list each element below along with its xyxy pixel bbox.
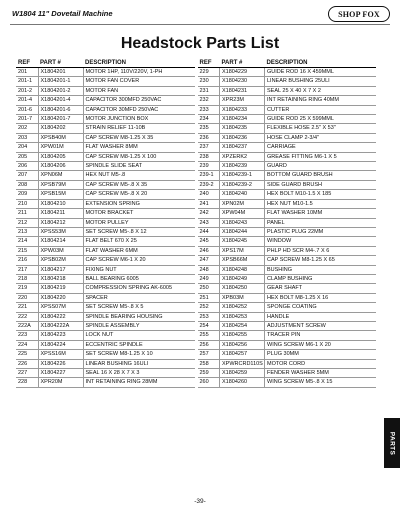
description-cell: HEX NUT M5-.8	[83, 171, 195, 180]
description-cell: CAPACITOR 300MFD 250VAC	[83, 96, 195, 105]
table-row	[198, 378, 377, 387]
left-table-body	[16, 68, 195, 388]
part-number-cell: X1804233	[220, 105, 265, 114]
description-cell: STRAIN RELIEF 11-10B	[83, 124, 195, 133]
page-number: -39-	[194, 498, 206, 505]
ref-cell: 201-2	[16, 86, 38, 95]
description-cell: FLAT WASHER 8MM	[83, 143, 195, 152]
description-cell: ADJUSTMENT SCREW	[265, 321, 377, 330]
part-number-cell: X1804201-4	[38, 96, 83, 105]
part-number-cell: X1804219	[38, 284, 83, 293]
parts-section-tab	[384, 418, 400, 468]
parts-tables	[16, 58, 376, 388]
page-title: Headstock Parts List	[120, 35, 280, 52]
table-row	[198, 369, 377, 378]
ref-cell: 236	[198, 133, 220, 142]
table-row	[16, 256, 195, 265]
ref-cell: 223	[16, 331, 38, 340]
header-divider	[10, 24, 390, 25]
table-row	[16, 340, 195, 349]
part-number-cell: X1804205	[38, 152, 83, 161]
part-number-cell: XPWRCRD110S	[220, 359, 265, 368]
description-cell: SPONGE COATING	[265, 303, 377, 312]
part-number-cell: X1804217	[38, 265, 83, 274]
description-cell: CAP SCREW M8-1.25 X 65	[265, 256, 377, 265]
table-row	[16, 359, 195, 368]
part-number-cell: X1804218	[38, 274, 83, 283]
table-row	[16, 68, 195, 77]
description-cell: GUARD	[265, 162, 377, 171]
part-number-cell: XPW01M	[38, 143, 83, 152]
ref-header: REF	[16, 58, 38, 68]
description-cell: GEAR SHAFT	[265, 284, 377, 293]
description-cell: BUSHING	[265, 265, 377, 274]
part-number-cell: X1804245	[220, 237, 265, 246]
part-number-cell: X1804223	[38, 331, 83, 340]
description-cell: CAP SCREW M5-.8 X 20	[83, 190, 195, 199]
description-cell: EXTENSION SPRING	[83, 199, 195, 208]
description-cell: PLUG 30MM	[265, 350, 377, 359]
ref-cell: 231	[198, 86, 220, 95]
ref-cell: 235	[198, 124, 220, 133]
ref-cell: 222A	[16, 321, 38, 330]
shop-fox-logo	[328, 6, 390, 22]
description-cell: SET SCREW M5-.8 X 5	[83, 303, 195, 312]
description-cell: FLAT WASHER 6MM	[83, 246, 195, 255]
table-row	[198, 68, 377, 77]
part-number-cell: XPN02M	[220, 199, 265, 208]
table-row	[198, 274, 377, 283]
part-number-cell: XPB03M	[220, 293, 265, 302]
part-number-cell: X1804239	[220, 162, 265, 171]
table-row	[198, 199, 377, 208]
table-row	[198, 209, 377, 218]
part-number-cell: X1804256	[220, 340, 265, 349]
ref-cell: 215	[16, 246, 38, 255]
table-row	[198, 256, 377, 265]
table-row	[16, 152, 195, 161]
ref-cell: 232	[198, 96, 220, 105]
table-row	[198, 180, 377, 189]
table-header-row	[198, 58, 377, 68]
part-number-cell: XPSB66M	[220, 256, 265, 265]
part-number-cell: X1804236	[220, 133, 265, 142]
ref-cell: 210	[16, 199, 38, 208]
table-row	[198, 133, 377, 142]
ref-cell: 237	[198, 143, 220, 152]
page-header	[10, 6, 390, 24]
description-cell: CLAMP BUSHING	[265, 274, 377, 283]
description-cell: HOSE CLAMP 2-3/4"	[265, 133, 377, 142]
ref-cell: 221	[16, 303, 38, 312]
table-row	[198, 190, 377, 199]
part-number-cell: X1804212	[38, 218, 83, 227]
description-cell: GUIDE ROD 16 X 459MML	[265, 68, 377, 77]
part-number-cell: X1804239-2	[220, 180, 265, 189]
ref-cell: 211	[16, 209, 38, 218]
description-cell: SEAL 25 X 40 X 7 X 2	[265, 86, 377, 95]
part-number-cell: XPN06M	[38, 171, 83, 180]
description-header: DESCRIPTION	[265, 58, 377, 68]
description-cell: SEAL 16 X 28 X 7 X 3	[83, 369, 195, 378]
description-cell: SPINDLE BEARING HOUSING	[83, 312, 195, 321]
table-row	[198, 303, 377, 312]
ref-cell: 239-1	[198, 171, 220, 180]
table-row	[16, 133, 195, 142]
part-number-cell: XPZERK2	[220, 152, 265, 161]
description-cell: PLASTIC PLUG 22MM	[265, 227, 377, 236]
ref-cell: 251	[198, 293, 220, 302]
description-cell: MOTOR CORD	[265, 359, 377, 368]
ref-header: REF	[198, 58, 220, 68]
ref-cell: 203	[16, 133, 38, 142]
part-number-cell: XPSS53M	[38, 227, 83, 236]
ref-cell: 252	[198, 303, 220, 312]
part-number-cell: X1804234	[220, 115, 265, 124]
description-cell: INT RETAINING RING 40MM	[265, 96, 377, 105]
part-number-cell: X1804252	[220, 303, 265, 312]
description-cell: FLEXIBLE HOSE 2.5" X 53"	[265, 124, 377, 133]
ref-cell: 247	[198, 256, 220, 265]
part-number-cell: X1804222	[38, 312, 83, 321]
ref-cell: 216	[16, 256, 38, 265]
ref-cell: 239	[198, 162, 220, 171]
description-cell: SET SCREW M8-1.25 X 10	[83, 350, 195, 359]
description-cell: SPINDLE SLIDE SEAT	[83, 162, 195, 171]
table-header-row	[16, 58, 195, 68]
part-number-cell: X1804255	[220, 331, 265, 340]
ref-cell: 239-2	[198, 180, 220, 189]
description-header: DESCRIPTION	[83, 58, 195, 68]
table-row	[16, 115, 195, 124]
ref-cell: 230	[198, 77, 220, 86]
part-number-cell: X1804226	[38, 359, 83, 368]
description-cell: WING SCREW M6-1 X 20	[265, 340, 377, 349]
part-number-cell: X1804253	[220, 312, 265, 321]
table-row	[16, 331, 195, 340]
ref-cell: 201-1	[16, 77, 38, 86]
ref-cell: 220	[16, 293, 38, 302]
table-row	[198, 77, 377, 86]
description-cell: LOCK NUT	[83, 331, 195, 340]
table-row	[198, 293, 377, 302]
part-number-cell: XPSB15M	[38, 190, 83, 199]
description-cell: HEX NUT M10-1.5	[265, 199, 377, 208]
table-row	[16, 190, 195, 199]
ref-cell: 241	[198, 199, 220, 208]
ref-cell: 233	[198, 105, 220, 114]
table-row	[16, 96, 195, 105]
table-row	[16, 77, 195, 86]
description-cell: SIDE GUARD BRUSH	[265, 180, 377, 189]
table-row	[16, 218, 195, 227]
description-cell: LINEAR BUSHING 16ULI	[83, 359, 195, 368]
description-cell: FLAT WASHER 10MM	[265, 209, 377, 218]
ref-cell: 207	[16, 171, 38, 180]
table-row	[16, 124, 195, 133]
parts-table-left	[16, 58, 195, 388]
ref-cell: 219	[16, 284, 38, 293]
table-row	[198, 331, 377, 340]
description-cell: PANEL	[265, 218, 377, 227]
part-number-cell: X1804227	[38, 369, 83, 378]
table-row	[198, 105, 377, 114]
ref-cell: 257	[198, 350, 220, 359]
description-cell: HEX BOLT M10-1.5 X 185	[265, 190, 377, 199]
ref-cell: 206	[16, 162, 38, 171]
part-number-cell: X1804202	[38, 124, 83, 133]
table-row	[198, 246, 377, 255]
description-cell: TRACER PIN	[265, 331, 377, 340]
table-row	[198, 171, 377, 180]
description-cell: MOTOR FAN	[83, 86, 195, 95]
part-number-cell: X1804235	[220, 124, 265, 133]
ref-cell: 225	[16, 350, 38, 359]
ref-cell: 249	[198, 274, 220, 283]
right-table-body	[198, 68, 377, 388]
ref-cell: 240	[198, 190, 220, 199]
part-number-cell: XPR20M	[38, 378, 83, 387]
part-number-cell: X1804206	[38, 162, 83, 171]
description-cell: CAP SCREW M8-1.25 X 100	[83, 152, 195, 161]
table-row	[16, 369, 195, 378]
description-cell: MOTOR FAN COVER	[83, 77, 195, 86]
ref-cell: 238	[198, 152, 220, 161]
description-cell: BOTTOM GUARD BRUSH	[265, 171, 377, 180]
table-row	[198, 162, 377, 171]
model-title: W1804 11" Dovetail Machine	[12, 9, 113, 18]
description-cell: MOTOR JUNCTION BOX	[83, 115, 195, 124]
table-row	[16, 265, 195, 274]
description-cell: MOTOR PULLEY	[83, 218, 195, 227]
table-row	[198, 227, 377, 236]
table-row	[16, 350, 195, 359]
description-cell: FIXING NUT	[83, 265, 195, 274]
table-row	[198, 124, 377, 133]
ref-cell: 202	[16, 124, 38, 133]
part-number-cell: X1804239-1	[220, 171, 265, 180]
table-row	[16, 86, 195, 95]
ref-cell: 222	[16, 312, 38, 321]
ref-cell: 260	[198, 378, 220, 387]
ref-cell: 259	[198, 369, 220, 378]
description-cell: WING SCREW M5-.8 X 15	[265, 378, 377, 387]
description-cell: FENDER WASHER 5MM	[265, 369, 377, 378]
description-cell: CARRIAGE	[265, 143, 377, 152]
part-number-cell: X1804214	[38, 237, 83, 246]
table-row	[16, 180, 195, 189]
table-row	[16, 199, 195, 208]
part-number-cell: XPSB02M	[38, 256, 83, 265]
ref-cell: 228	[16, 378, 38, 387]
table-row	[16, 246, 195, 255]
description-cell: SET SCREW M5-.8 X 12	[83, 227, 195, 236]
table-row	[198, 321, 377, 330]
part-number-header: PART #	[38, 58, 83, 68]
ref-cell: 214	[16, 237, 38, 246]
table-row	[198, 350, 377, 359]
ref-cell: 256	[198, 340, 220, 349]
table-row	[198, 152, 377, 161]
part-number-cell: X1804201	[38, 68, 83, 77]
description-cell: CUTTER	[265, 105, 377, 114]
table-row	[16, 171, 195, 180]
ref-cell: 205	[16, 152, 38, 161]
ref-cell: 254	[198, 321, 220, 330]
description-cell: CAP SCREW M5-.8 X 35	[83, 180, 195, 189]
table-row	[198, 218, 377, 227]
description-cell: HEX BOLT M8-1.25 X 16	[265, 293, 377, 302]
description-cell: COMPRESSION SPRING AK-6005	[83, 284, 195, 293]
description-cell: CAPACITOR 30MFD 250VAC	[83, 105, 195, 114]
table-row	[16, 143, 195, 152]
ref-cell: 243	[198, 218, 220, 227]
ref-cell: 212	[16, 218, 38, 227]
description-cell: LINEAR BUSHING 25ULI	[265, 77, 377, 86]
table-row	[16, 209, 195, 218]
part-number-cell: X1804220	[38, 293, 83, 302]
part-number-cell: XPS17M	[220, 246, 265, 255]
part-number-cell: X1804260	[220, 378, 265, 387]
ref-cell: 244	[198, 227, 220, 236]
description-cell: GREASE FITTING M6-1 X 5	[265, 152, 377, 161]
table-row	[16, 303, 195, 312]
description-cell: FLAT BELT 670 X 25	[83, 237, 195, 246]
part-number-cell: X1804254	[220, 321, 265, 330]
table-row	[16, 293, 195, 302]
part-number-cell: X1804201-7	[38, 115, 83, 124]
part-number-cell: X1804249	[220, 274, 265, 283]
part-number-cell: X1804240	[220, 190, 265, 199]
part-number-cell: XPSB79M	[38, 180, 83, 189]
description-cell: SPINDLE ASSEMBLY	[83, 321, 195, 330]
part-number-cell: X1804231	[220, 86, 265, 95]
side-tab-label: PARTS	[388, 431, 396, 455]
part-number-cell: XPSB40M	[38, 133, 83, 142]
description-cell: CAP SCREW M6-1 X 20	[83, 256, 195, 265]
part-number-cell: X1804201-2	[38, 86, 83, 95]
description-cell: WINDOW	[265, 237, 377, 246]
table-row	[198, 284, 377, 293]
description-cell: MOTOR BRACKET	[83, 209, 195, 218]
ref-cell: 201-6	[16, 105, 38, 114]
part-number-cell: X1804229	[220, 68, 265, 77]
part-number-cell: X1804201-1	[38, 77, 83, 86]
part-number-cell: X1804250	[220, 284, 265, 293]
part-number-cell: X1804222A	[38, 321, 83, 330]
description-cell: SPACER	[83, 293, 195, 302]
description-cell: MOTOR 1HP, 110V/220V, 1-PH	[83, 68, 195, 77]
ref-cell: 201-4	[16, 96, 38, 105]
ref-cell: 229	[198, 68, 220, 77]
table-row	[16, 274, 195, 283]
part-number-cell: X1804248	[220, 265, 265, 274]
part-number-header: PART #	[220, 58, 265, 68]
ref-cell: 201	[16, 68, 38, 77]
ref-cell: 227	[16, 369, 38, 378]
description-cell: HANDLE	[265, 312, 377, 321]
part-number-cell: XPW03M	[38, 246, 83, 255]
description-cell: BALL BEARING 6005	[83, 274, 195, 283]
table-row	[16, 162, 195, 171]
ref-cell: 234	[198, 115, 220, 124]
ref-cell: 218	[16, 274, 38, 283]
ref-cell: 258	[198, 359, 220, 368]
ref-cell: 224	[16, 340, 38, 349]
ref-cell: 226	[16, 359, 38, 368]
ref-cell: 242	[198, 209, 220, 218]
parts-table-right	[198, 58, 377, 388]
part-number-cell: X1804259	[220, 369, 265, 378]
table-row	[16, 227, 195, 236]
ref-cell: 204	[16, 143, 38, 152]
table-row	[198, 96, 377, 105]
table-row	[16, 237, 195, 246]
ref-cell: 253	[198, 312, 220, 321]
table-row	[198, 312, 377, 321]
description-cell: PHLP HD SCR M4-.7 X 6	[265, 246, 377, 255]
part-number-cell: XPR23M	[220, 96, 265, 105]
part-number-cell: X1804210	[38, 199, 83, 208]
ref-cell: 217	[16, 265, 38, 274]
ref-cell: 201-7	[16, 115, 38, 124]
part-number-cell: X1804257	[220, 350, 265, 359]
table-row	[198, 265, 377, 274]
ref-cell: 209	[16, 190, 38, 199]
part-number-cell: X1804201-6	[38, 105, 83, 114]
table-row	[16, 105, 195, 114]
description-cell: ECCENTRIC SPINDLE	[83, 340, 195, 349]
description-cell: CAP SCREW M8-1.25 X 35	[83, 133, 195, 142]
part-number-cell: X1804237	[220, 143, 265, 152]
ref-cell: 246	[198, 246, 220, 255]
description-cell: INT RETAINING RING 28MM	[83, 378, 195, 387]
part-number-cell: X1804224	[38, 340, 83, 349]
table-row	[198, 143, 377, 152]
ref-cell: 248	[198, 265, 220, 274]
table-row	[198, 340, 377, 349]
table-row	[16, 312, 195, 321]
description-cell: GUIDE ROD 25 X 599MML	[265, 115, 377, 124]
part-number-cell: X1804243	[220, 218, 265, 227]
logo-text: SHOP FOX	[338, 9, 380, 19]
table-row	[198, 359, 377, 368]
part-number-cell: XPW04M	[220, 209, 265, 218]
ref-cell: 250	[198, 284, 220, 293]
table-row	[198, 86, 377, 95]
table-row	[198, 237, 377, 246]
part-number-cell: X1804211	[38, 209, 83, 218]
ref-cell: 208	[16, 180, 38, 189]
part-number-cell: X1804230	[220, 77, 265, 86]
part-number-cell: XPSS07M	[38, 303, 83, 312]
table-row	[16, 378, 195, 387]
ref-cell: 213	[16, 227, 38, 236]
table-row	[16, 284, 195, 293]
table-row	[198, 115, 377, 124]
part-number-cell: X1804244	[220, 227, 265, 236]
table-row	[16, 321, 195, 330]
part-number-cell: XPSS16M	[38, 350, 83, 359]
ref-cell: 255	[198, 331, 220, 340]
ref-cell: 245	[198, 237, 220, 246]
